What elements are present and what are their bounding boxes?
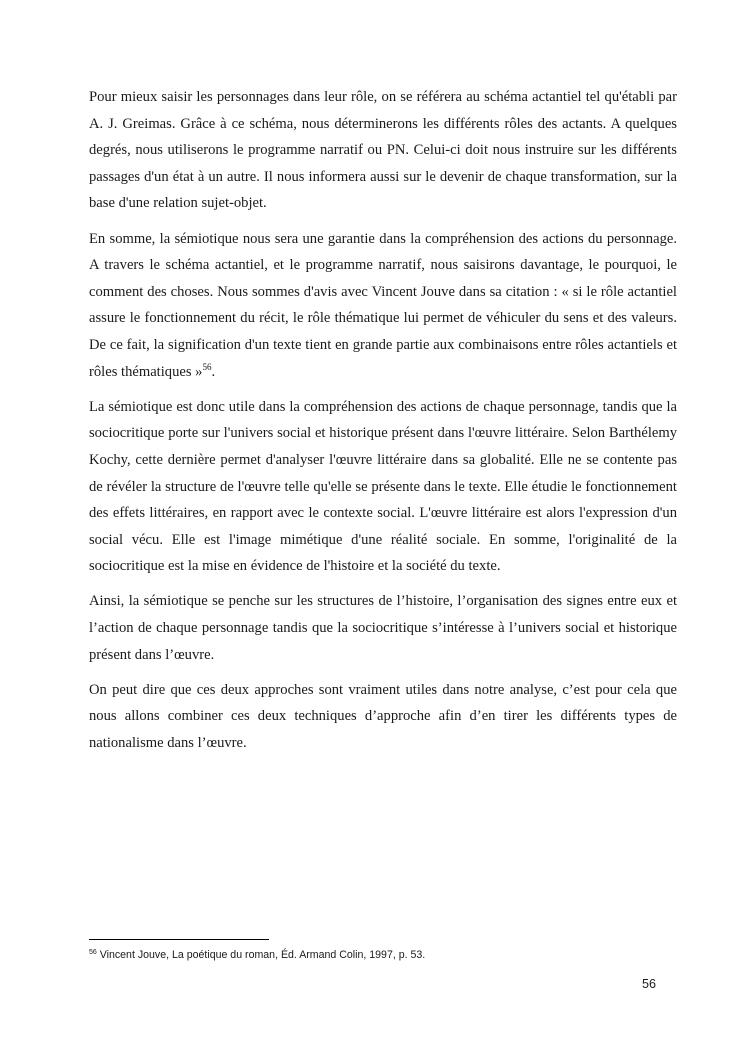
paragraph: Ainsi, la sémiotique se penche sur les structures de l’histoire, l’organisation des signes entre eux et l’action de chaque personnage tandis que la sociocritique s’intéresse à l’univers social et historique présent dans l’œuvre.	[89, 593, 677, 663]
paragraph: On peut dire que ces deux approches sont vraiment utiles dans notre analyse, c’est pour cela que nous allons combiner ces deux techniques d’approche afin d’en tirer les différents types de nationalisme dans l’œuvre.	[89, 681, 677, 752]
footnote	[89, 948, 677, 962]
body-text	[89, 84, 677, 765]
paragraph: Pour mieux saisir les personnages dans leur rôle, on se référera au schéma actantiel tel qu'établi par A. J. Greimas. Grâce à ce schéma, nous déterminerons les différents rôles des actants. A quelques degrés, nous utiliserons le programme narratif ou PN. Celui-ci doit nous instruire sur les différents passages d'un état à un autre. Il nous informera aussi sur le devenir de chaque transformation, sur la base d'une relation sujet-objet.	[89, 89, 677, 212]
paragraph-text: En somme, la sémiotique nous sera une garantie dans la compréhension des actions du personnage. A travers le schéma actantiel, et le programme narratif, nous saisirons davantage, le pourquoi, le comment des choses. Nous sommes d'avis avec Vincent Jouve dans sa citation : « si le rôle actantiel assure le fonctionnement du récit, le rôle thématique lui permet de véhiculer du sens et des valeurs. De ce fait, la signification d'un texte tient en grande partie aux combinaisons entre rôles actantiels et rôles thématiques »	[89, 230, 677, 380]
paragraph: La sémiotique est donc utile dans la compréhension des actions de chaque personnage, tandis que la sociocritique porte sur l'univers social et historique présent dans l'œuvre littéraire. Selon Barthélemy Kochy, cette dernière permet d'analyser l'œuvre littéraire dans sa globalité. Elle ne se contente pas de révéler la structure de l'œuvre telle qu'elle se présente dans le texte. Elle étudie le fonctionnement des effets littéraires, en rapport avec le contexte social. L'œuvre littéraire est alors l'expression d'un social vécu. Elle est l'image mimétique d'une réalité sociale. En somme, l'originalité de la sociocritique est la mise en évidence de l'histoire et la société du texte.	[89, 398, 677, 575]
footnote-number: 56	[89, 949, 97, 956]
footnote-reference: 56	[202, 361, 212, 372]
page-number: 56	[641, 977, 656, 991]
paragraph-end-punctuation: .	[211, 363, 216, 380]
paragraph	[89, 226, 677, 386]
footnote-separator	[89, 939, 269, 940]
footnote-text: Vincent Jouve, La poétique du roman, Éd. Armand Colin, 1997, p. 53.	[99, 949, 426, 961]
